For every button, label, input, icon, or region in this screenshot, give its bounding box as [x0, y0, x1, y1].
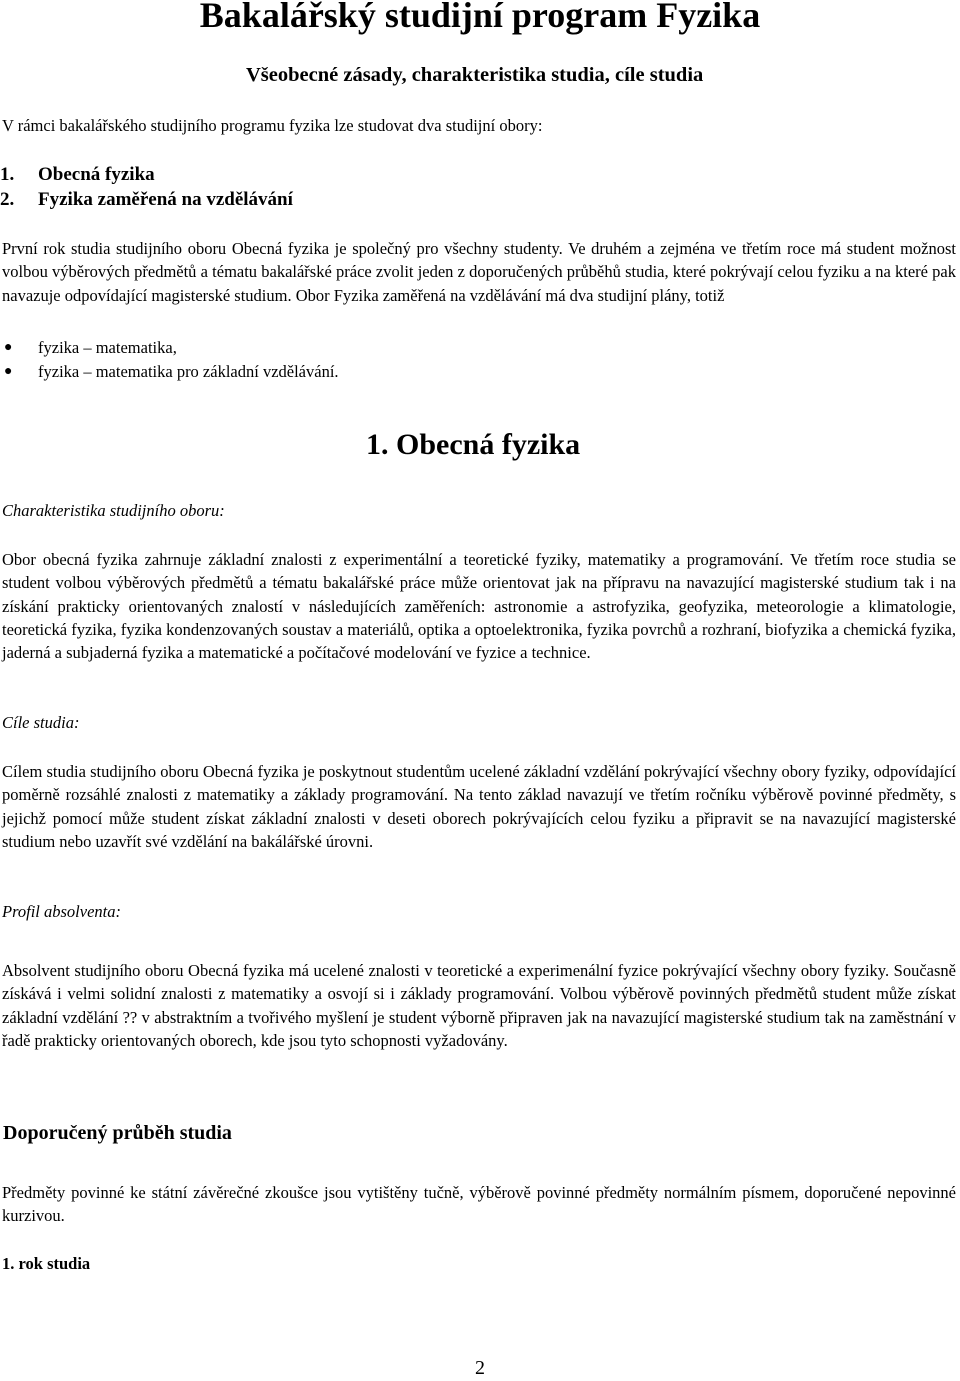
paragraph-charakteristika: Obor obecná fyzika zahrnuje základní znalosti z experimentální a teoretické fyziky, matematiky a programování. Ve třetím roce studia se student volbou výběrových předmětů a tématu bakalářské práce může orientovat jak na přípravu na navazující magisterské studium tak i na získání prakticky orientovaných znalostí v následujících zaměřeních: astronomie a astrofyzika, geofyzika, meteorologie a klimatologie, teoretická fyzika, fyzika kondenzovaných soustav a materiálů, optika a optoelektronika, fyzika povrchů a rozhraní, biofyzika a chemická fyzika, jaderná a subjaderná fyzika a matematické a počítačové modelování ve fyzice a technice.	[2, 550, 956, 663]
list-label: fyzika – matematika pro základní vzdělávání.	[38, 362, 339, 381]
section-heading-obecna: 1. Obecná fyzika	[366, 428, 581, 461]
list-item	[0, 360, 339, 384]
label-profil: Profil absolventa:	[2, 902, 121, 921]
intro-text: V rámci bakalářského studijního programu fyzika lze studovat dva studijní obory:	[2, 116, 543, 135]
bullet-icon: ●	[4, 340, 13, 355]
page-number: 2	[475, 1357, 485, 1379]
paragraph-cile: Cílem studia studijního oboru Obecná fyzika je poskytnout studentům ucelené základní vzdělání pokrývající všechny obory fyziky, odpovídající poměrně rozsáhlé znalosti z matematiky a základy programování. Na tento základ navazují ve třetím ročníku výběrově povinné předměty, s jejichž pomocí může student získat základní znalosti v deseti oborech pokrývajících celou fyziku a připravit se na navazující magisterské studium nebo uzavřít své vzdělání na bakálářské úrovni.	[2, 762, 956, 851]
list-number: 2.	[0, 189, 15, 210]
list-item	[0, 162, 293, 187]
plany-list	[0, 336, 339, 384]
paragraph-predmety: Předměty povinné ke státní závěrečné zkoušce jsou vytištěny tučně, výběrově povinné předměty normálním písmem, doporučené nepovinné kurzivou.	[2, 1183, 956, 1226]
list-label: Fyzika zaměřená na vzdělávání	[38, 189, 293, 210]
list-item	[0, 336, 339, 360]
list-label: fyzika – matematika,	[38, 338, 177, 357]
section-heading-doporuceny: Doporučený průběh studia	[3, 1122, 232, 1144]
label-cile: Cíle studia:	[2, 713, 80, 732]
list-label: Obecná fyzika	[38, 164, 155, 185]
obory-list	[0, 162, 293, 212]
document-title: Bakalářský studijní program Fyzika	[199, 0, 761, 35]
list-number: 1.	[0, 164, 15, 185]
rok-studia-heading: 1. rok studia	[2, 1254, 91, 1273]
bullet-icon: ●	[4, 364, 13, 379]
list-item	[0, 187, 293, 212]
label-charakteristika: Charakteristika studijního oboru:	[2, 501, 225, 520]
paragraph-profil: Absolvent studijního oboru Obecná fyzika má ucelené znalosti v teoretické a experimenální fyzice pokrývající všechny obory fyziky. Současně získává i velmi solidní znalosti z matematiky a osvojí si i základy programování. Volbou výběrově povinných předmětů student může získat základní vzdělání ?? v abstraktním a tvořivého myšlení je student výborně připraven jak na navazující magisterské studium tak na zaměstnání v řadě prakticky orientovaných oborech, kde jsou tyto schopnosti vyžadovány.	[2, 961, 956, 1050]
paragraph-intro: První rok studia studijního oboru Obecná fyzika je společný pro všechny studenty. Ve druhém a zejména ve třetím roce má student možnost volbou výběrových předmětů a tématu bakalářské práce zvolit jeden z doporučených průběhů studia, které pokrývají celou fyziku a na které pak navazuje odpovídající magisterské studium. Obor Fyzika zaměřená na vzdělávání má dva studijní plány, totiž	[2, 239, 956, 305]
document-subtitle: Všeobecné zásady, charakteristika studia, cíle studia	[246, 64, 704, 86]
